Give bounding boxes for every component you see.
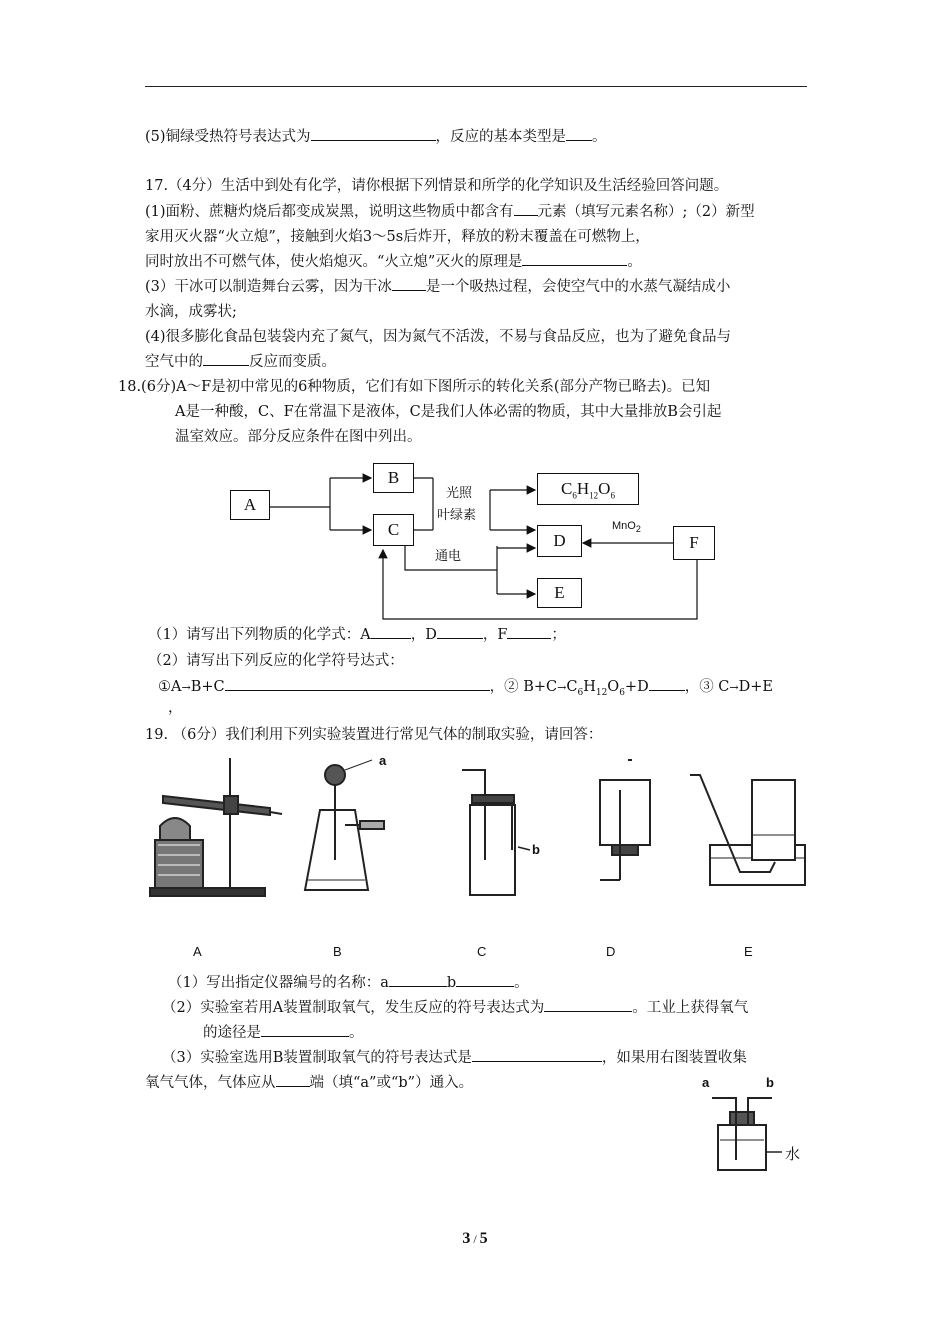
answer-blank[interactable] xyxy=(472,1047,602,1062)
q16-text: (5)铜绿受热符号表达式为 xyxy=(145,129,311,145)
cond-electricity: 通电 xyxy=(435,549,462,564)
q18-text: ，D xyxy=(410,627,437,643)
apparatus-c xyxy=(462,770,530,895)
node-d: D xyxy=(537,525,582,557)
q19-text: （3）实验室选用B装置制取氧气的符号表达式是 xyxy=(162,1050,472,1066)
arrow-glyph: → xyxy=(729,681,739,694)
cond-chlorophyll: 叶绿素 xyxy=(437,508,477,523)
cond-light: 光照 xyxy=(446,486,473,501)
page-current: 3 xyxy=(462,1230,471,1247)
q17-text: (3）干冰可以制造舞台云雾，因为干冰 xyxy=(145,279,392,295)
glucose-sub: 6 xyxy=(572,490,577,501)
answer-blank[interactable] xyxy=(261,1022,349,1037)
q19-text: ，如果用右图装置收集 xyxy=(601,1050,747,1066)
q18-line3: 温室效应。部分反应条件在图中列出。 xyxy=(175,429,422,445)
q19-text: 。 xyxy=(349,1025,364,1041)
q17-text: 同时放出不可燃气体，使火焰熄灭。“火立熄”灭火的原理是 xyxy=(145,254,523,270)
glucose-sub: 12 xyxy=(589,490,599,501)
q18-text: ①A xyxy=(158,679,182,695)
apparatus-label-b: B xyxy=(333,944,342,959)
answer-blank[interactable] xyxy=(544,997,632,1012)
q19-text: （1）写出指定仪器编号的名称：a xyxy=(168,975,389,991)
q18-text: +D xyxy=(624,679,649,695)
q16-text-b: ，反应的基本类型是 xyxy=(435,129,567,145)
q17-text: 空气中的 xyxy=(145,354,203,370)
apparatus-label-c: C xyxy=(477,944,487,959)
apparatus-b xyxy=(305,760,385,890)
q18-text: ，② B+C xyxy=(489,679,558,695)
bottle-label-b: b xyxy=(766,1075,774,1090)
apparatus-d xyxy=(600,760,650,880)
q19-sub3b xyxy=(145,1072,473,1094)
bottle-label-a: a xyxy=(702,1075,710,1090)
apparatus-a xyxy=(150,758,282,896)
glucose-h: H xyxy=(576,479,590,498)
q17-line1: 17.（4分）生活中到处有化学，请你根据下列情景和所学的化学知识及生活经验回答问题。 xyxy=(145,178,729,194)
q17-text: (1)面粉、蔗糖灼烧后都变成炭黑，说明这些物质中都含有 xyxy=(145,204,514,220)
q18-sub4: ， xyxy=(168,700,183,716)
q18-line1: 18.(6分)A～F是初中常见的6种物质，它们有如下图所示的转化关系(部分产物已略去)。已知 xyxy=(118,379,711,395)
q19-text: 。工业上获得氧气 xyxy=(632,1000,749,1016)
node-f: F xyxy=(673,526,715,560)
q18-line2: A是一种酸，C、F在常温下是液体，C是我们人体必需的物质，其中大量排放B会引起 xyxy=(175,404,722,420)
q17-line7: (4)很多膨化食品包装袋内充了氮气，因为氮气不活泼，不易与食品反应，也为了避免食品与 xyxy=(145,329,732,345)
q18-text: ，③ C xyxy=(684,679,730,695)
q18-text: O xyxy=(607,679,620,695)
q19-text: 的途径是 xyxy=(203,1025,261,1041)
q18-text: H xyxy=(583,679,596,695)
q18-text: B+C xyxy=(190,679,225,695)
apparatus-label-e: E xyxy=(744,944,753,959)
q18-text: C xyxy=(566,679,578,695)
node-a: A xyxy=(230,490,270,520)
label-a: a xyxy=(379,753,387,768)
q19-text: （2）实验室若用A装置制取氧气，发生反应的符号表达式为 xyxy=(162,1000,545,1016)
mno2-text: MnO xyxy=(612,520,636,532)
q19-sub2b xyxy=(203,1022,364,1044)
glucose-sub: 6 xyxy=(610,490,615,501)
page-sep: / xyxy=(470,1232,480,1246)
q19-text: 氧气气体，气体应从 xyxy=(145,1075,276,1091)
apparatus-label-a: A xyxy=(193,944,202,959)
mno2-sub: 2 xyxy=(635,524,641,535)
q19-text: 端（填“a”或“b”）通入。 xyxy=(309,1075,474,1091)
q19-sub2 xyxy=(162,997,748,1019)
q19-sub1 xyxy=(168,972,529,994)
q18-text: D+E xyxy=(738,679,774,695)
q17-line3: 家用灭火器“火立熄”，接触到火焰3～5s后炸开，释放的粉末覆盖在可燃物上， xyxy=(145,229,650,245)
q18-text: （1）请写出下列物质的化学式：A xyxy=(148,627,371,643)
node-e: E xyxy=(537,578,582,608)
q17-text: 是一个吸热过程，会使空气中的水蒸气凝结成小 xyxy=(425,279,731,295)
apparatus-e xyxy=(690,775,805,885)
answer-blank[interactable] xyxy=(389,972,447,987)
q19-text: 。 xyxy=(514,975,529,991)
bottle-label-water: 水 xyxy=(785,1146,801,1163)
node-c: C xyxy=(373,514,414,546)
formula-sub: 6 xyxy=(619,687,625,698)
glucose-o: O xyxy=(598,479,611,498)
formula-sub: 6 xyxy=(577,687,584,698)
formula-sub: 12 xyxy=(595,687,608,698)
page-number xyxy=(0,1230,950,1248)
q18-text: ； xyxy=(551,627,566,643)
q17-text: 反应而变质。 xyxy=(249,354,336,370)
q19-sub3 xyxy=(162,1047,747,1069)
gas-washing-bottle xyxy=(712,1098,782,1170)
q19-text: b xyxy=(446,975,457,991)
glucose-c: C xyxy=(561,479,573,498)
q16-text-c: 。 xyxy=(592,129,607,145)
label-b: b xyxy=(532,842,540,857)
q17-text: 元素（填写元素名称）;（2）新型 xyxy=(537,204,755,220)
node-b: B xyxy=(373,463,414,493)
answer-blank[interactable] xyxy=(456,972,514,987)
arrow-glyph: → xyxy=(181,681,191,694)
arrow-glyph: → xyxy=(557,681,567,694)
q18-sub2: （2）请写出下列反应的化学符号达式： xyxy=(148,653,404,669)
q19-line1: 19. （6分）我们利用下列实验装置进行常见气体的制取实验，请回答： xyxy=(145,727,603,743)
answer-blank[interactable] xyxy=(276,1072,310,1087)
page-total: 5 xyxy=(479,1230,488,1247)
q17-text: 。 xyxy=(627,254,642,270)
q17-line6: 水滴，成雾状; xyxy=(145,304,237,320)
q18-text: ，F xyxy=(482,627,508,643)
apparatus-label-d: D xyxy=(606,944,616,959)
